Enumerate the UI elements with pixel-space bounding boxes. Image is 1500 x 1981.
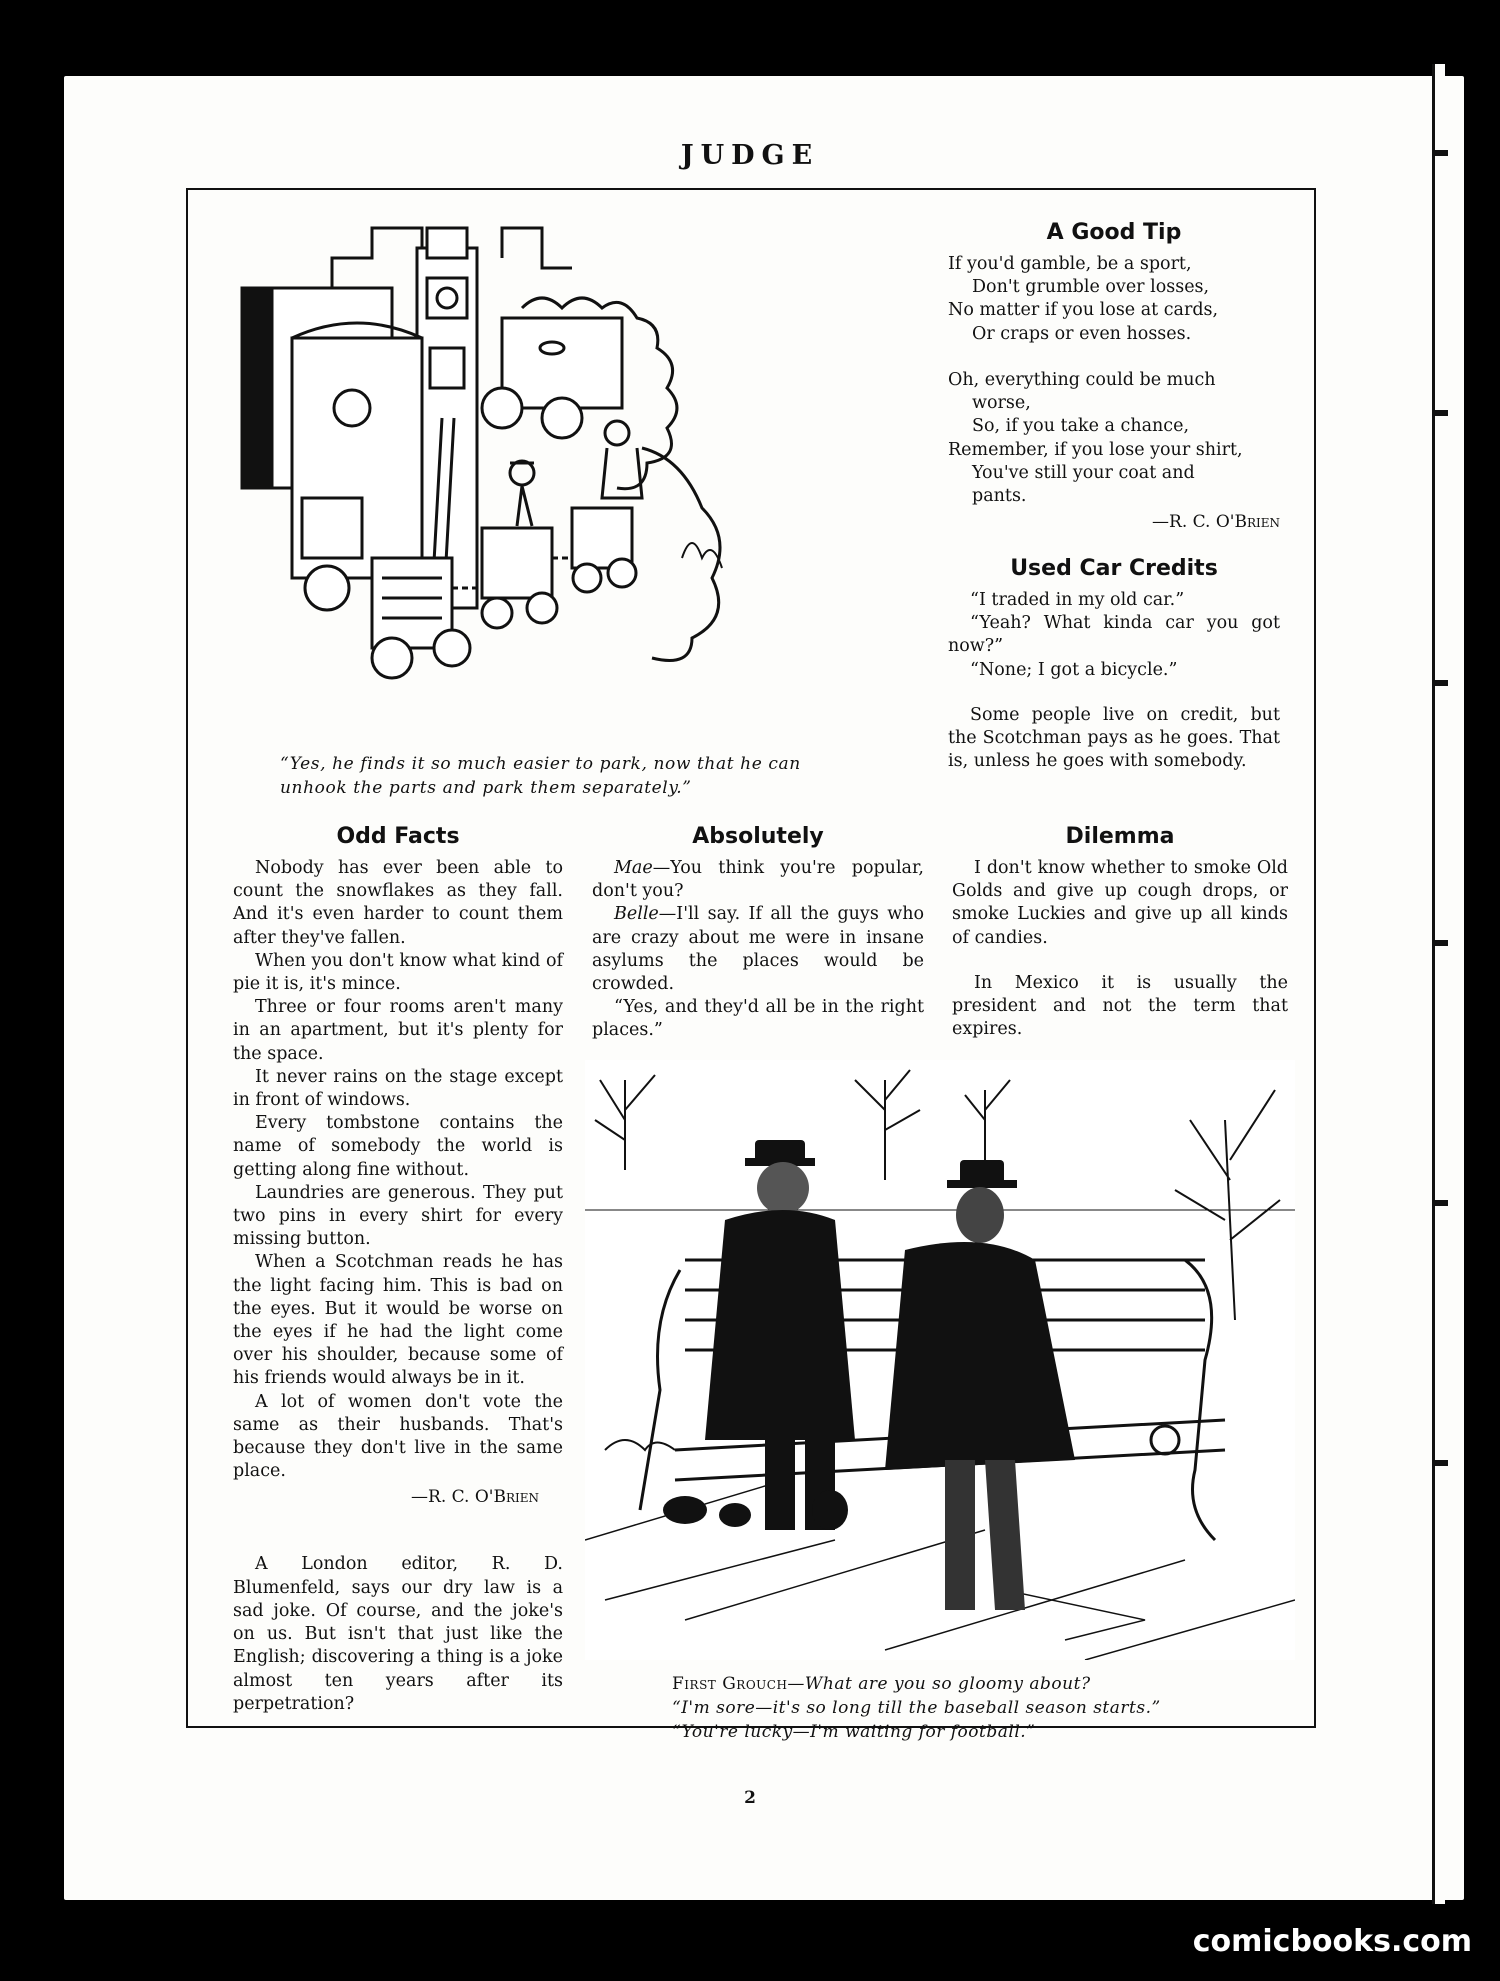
good-tip-article bbox=[948, 220, 1280, 532]
binding-mark bbox=[1434, 1460, 1448, 1466]
used-car-line-1: “I traded in my old car.” bbox=[970, 590, 1185, 610]
absolutely-reply: “Yes, and they'd all be in the right places.” bbox=[592, 997, 924, 1041]
page-number: 2 bbox=[744, 1788, 756, 1808]
odd-fact: Every tombstone contains the name of somebody the world is getting along fine without. bbox=[233, 1113, 563, 1180]
dilemma-article bbox=[952, 824, 1288, 1041]
car-cartoon-illustration bbox=[222, 218, 942, 746]
odd-fact: Three or four rooms aren't many in an apartment, but it's plenty for the space. bbox=[233, 997, 563, 1064]
absolutely-title: Absolutely bbox=[692, 824, 824, 849]
odd-fact: Nobody has ever been able to count the snowflakes as they fall. And it's even harder to count them after they've fallen. bbox=[233, 858, 563, 948]
next-page-edge bbox=[1432, 64, 1445, 1904]
good-tip-poem bbox=[948, 253, 1280, 508]
caption-line-2: “I'm sore—it's so long till the baseball season starts.” bbox=[672, 1698, 1161, 1718]
binding-mark bbox=[1434, 680, 1448, 686]
poem-line: No matter if you lose at cards, bbox=[948, 300, 1219, 321]
belle-line bbox=[592, 903, 924, 996]
caption-line-1: —What are you so gloomy about? bbox=[787, 1674, 1091, 1694]
poem-line: worse, bbox=[972, 393, 1031, 414]
mexico-joke: In Mexico it is usually the president and not the term that expires. bbox=[952, 972, 1288, 1040]
masthead: JUDGE bbox=[680, 140, 820, 171]
poem-line: You've still your coat and bbox=[972, 462, 1195, 483]
belle-speaker: Belle bbox=[614, 904, 659, 925]
used-car-line-2: “Yeah? What kinda car you got now?” bbox=[948, 613, 1280, 657]
dilemma-paragraph: I don't know whether to smoke Old Golds and give up cough drops, or smoke Luckies and give up all kinds of candies. bbox=[952, 858, 1288, 948]
odd-fact: When a Scotchman reads he has the light facing him. This is bad on the eyes. But it would be worse on the eyes if he had the light come over his shoulder, because some of his friends would always be in it. bbox=[233, 1252, 563, 1389]
london-editor-paragraph: A London editor, R. D. Blumenfeld, says our dry law is a sad joke. Of course, and the joke's on us. But isn't that just like the English; discovering a thing is a joke almost ten years after its perpetration? bbox=[233, 1554, 563, 1714]
poem-line: If you'd gamble, be a sport, bbox=[948, 254, 1192, 274]
odd-facts-article bbox=[233, 824, 563, 1716]
poem-line bbox=[948, 346, 1280, 369]
odd-fact: It never rains on the stage except in front of windows. bbox=[233, 1066, 563, 1111]
park-cartoon-caption bbox=[672, 1672, 1232, 1744]
caption-speaker: First Grouch bbox=[672, 1674, 788, 1694]
dilemma-title: Dilemma bbox=[1065, 824, 1175, 849]
odd-fact: When you don't know what kind of pie it is, it's mince. bbox=[233, 950, 563, 995]
odd-facts-title: Odd Facts bbox=[336, 824, 460, 849]
odd-fact: A lot of women don't vote the same as their husbands. That's because they don't live in the same place. bbox=[233, 1391, 563, 1482]
used-car-credits-article bbox=[948, 556, 1280, 773]
good-tip-title: A Good Tip bbox=[1046, 220, 1182, 245]
poem-line: Oh, everything could be much bbox=[948, 370, 1216, 391]
belle-text: —I'll say. If all the guys who are crazy about me were in insane asylums the places would be crowded. bbox=[592, 904, 924, 995]
poem-line: Remember, if you lose your shirt, bbox=[948, 439, 1243, 460]
binding-mark bbox=[1434, 410, 1448, 416]
poem-line: So, if you take a chance, bbox=[972, 416, 1190, 437]
used-car-credits-title: Used Car Credits bbox=[1010, 556, 1218, 581]
mae-speaker: Mae bbox=[614, 858, 653, 878]
mae-line bbox=[592, 857, 924, 903]
watermark: comicbooks.com bbox=[1192, 1924, 1472, 1959]
car-cartoon-caption: “Yes, he finds it so much easier to park, now that he can unhook the parts and park them separately.” bbox=[280, 754, 801, 798]
binding-mark bbox=[1434, 1200, 1448, 1206]
binding-mark bbox=[1434, 940, 1448, 946]
caption-line-3: “You're lucky—I'm waiting for football.” bbox=[672, 1722, 1036, 1742]
poem-line: pants. bbox=[972, 486, 1027, 507]
poem-line: Or craps or even hosses. bbox=[972, 323, 1192, 344]
absolutely-article bbox=[592, 824, 924, 1043]
odd-fact: Laundries are generous. They put two pins in every shirt for every missing button. bbox=[233, 1182, 563, 1250]
good-tip-signature: —R. C. O'Brien bbox=[1152, 512, 1280, 533]
park-bench-illustration bbox=[585, 1060, 1295, 1660]
used-car-line-3: “None; I got a bicycle.” bbox=[970, 659, 1178, 680]
odd-facts-signature: —R. C. O'Brien bbox=[411, 1487, 539, 1508]
poem-line: Don't grumble over losses, bbox=[972, 277, 1210, 298]
scotchman-credit-joke: Some people live on credit, but the Scotchman pays as he goes. That is, unless he goes with somebody. bbox=[948, 704, 1280, 772]
mae-text: —You think you're popular, don't you? bbox=[592, 858, 924, 902]
